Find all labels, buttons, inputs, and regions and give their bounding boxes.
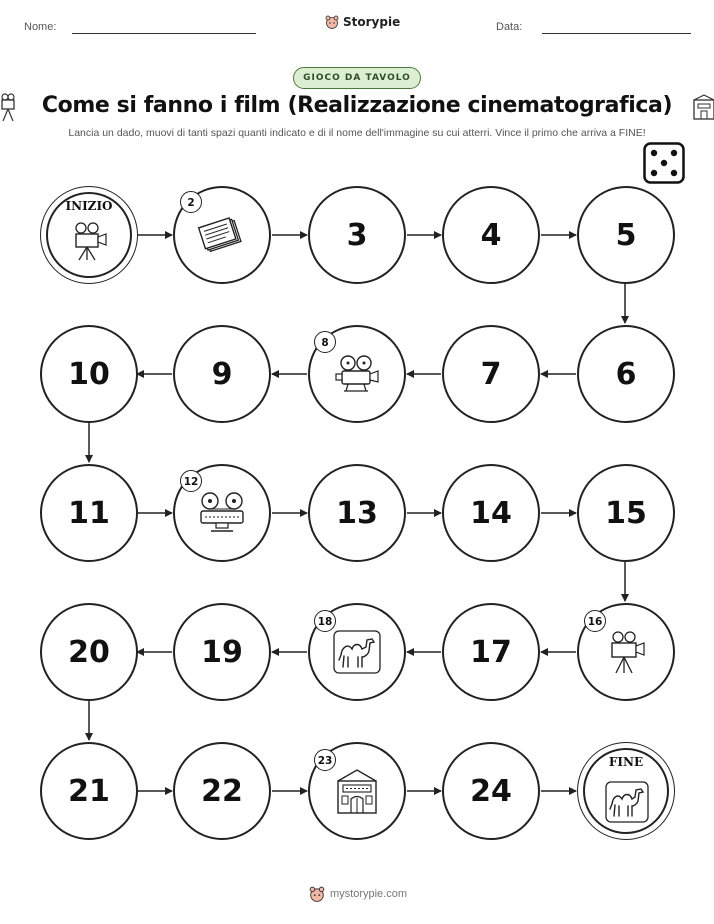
film-reel-machine-icon [197, 491, 247, 535]
space-number-badge: 12 [180, 470, 202, 492]
space-number: 5 [615, 217, 637, 253]
space-number: 6 [615, 356, 637, 392]
page-title: Come si fanno i film (Realizzazione cinematografica) [41, 93, 673, 118]
space-number: 10 [68, 356, 110, 392]
finish-space [577, 742, 675, 840]
space-number: 21 [68, 773, 110, 809]
board-space-6 [577, 325, 675, 423]
board-space-3 [308, 186, 406, 284]
script-icon [197, 215, 247, 255]
camel-icon [332, 629, 382, 675]
space-number: 11 [68, 495, 110, 531]
board-space-15 [577, 464, 675, 562]
board-space-24 [442, 742, 540, 840]
board-space-14 [442, 464, 540, 562]
space-number: 3 [346, 217, 368, 253]
start-space [40, 186, 138, 284]
board-space-7 [442, 325, 540, 423]
brand-name: Storypie [343, 15, 401, 29]
cinema-building-icon [332, 767, 382, 815]
space-number: 20 [68, 634, 110, 670]
date-label: Data: [496, 21, 523, 33]
space-number: 22 [201, 773, 243, 809]
game-type-tag: GIOCO DA TAVOLO [293, 67, 421, 89]
space-number: 9 [211, 356, 233, 392]
footer [309, 886, 407, 902]
board-space-10 [40, 325, 138, 423]
space-number-badge: 23 [314, 749, 336, 771]
finish-label: FINE [608, 755, 644, 769]
board-space-19 [173, 603, 271, 701]
camel-icon [604, 780, 650, 824]
board-space-5 [577, 186, 675, 284]
board-space-13 [308, 464, 406, 562]
board-space-22 [173, 742, 271, 840]
board-space-21 [40, 742, 138, 840]
board-space-9 [173, 325, 271, 423]
projector-icon [334, 354, 380, 394]
space-number: 24 [470, 773, 512, 809]
space-number: 15 [605, 495, 647, 531]
camera-icon [72, 221, 108, 261]
space-number: 7 [480, 356, 502, 392]
space-number-badge: 8 [314, 331, 336, 353]
space-number: 17 [470, 634, 512, 670]
start-label: INIZIO [65, 199, 113, 213]
instructions: Lancia un dado, muovi di tanti spazi quanti indicato e di il nome dell'immagine su cui atterri. Vince il primo che arriva a FINE! [68, 127, 646, 139]
space-number-badge: 18 [314, 610, 336, 632]
name-label: Nome: [24, 21, 57, 33]
space-number-badge: 2 [180, 191, 202, 213]
board-space-4 [442, 186, 540, 284]
footer-url[interactable]: mystorypie.com [330, 888, 408, 900]
space-number: 4 [480, 217, 502, 253]
board-space-17 [442, 603, 540, 701]
space-number-badge: 16 [584, 610, 606, 632]
camera-icon [606, 629, 646, 675]
board-space-20 [40, 603, 138, 701]
board-space-11 [40, 464, 138, 562]
space-number: 13 [336, 495, 378, 531]
space-number: 19 [201, 634, 243, 670]
space-number: 14 [470, 495, 512, 531]
storypie-mascot-icon [309, 886, 325, 902]
